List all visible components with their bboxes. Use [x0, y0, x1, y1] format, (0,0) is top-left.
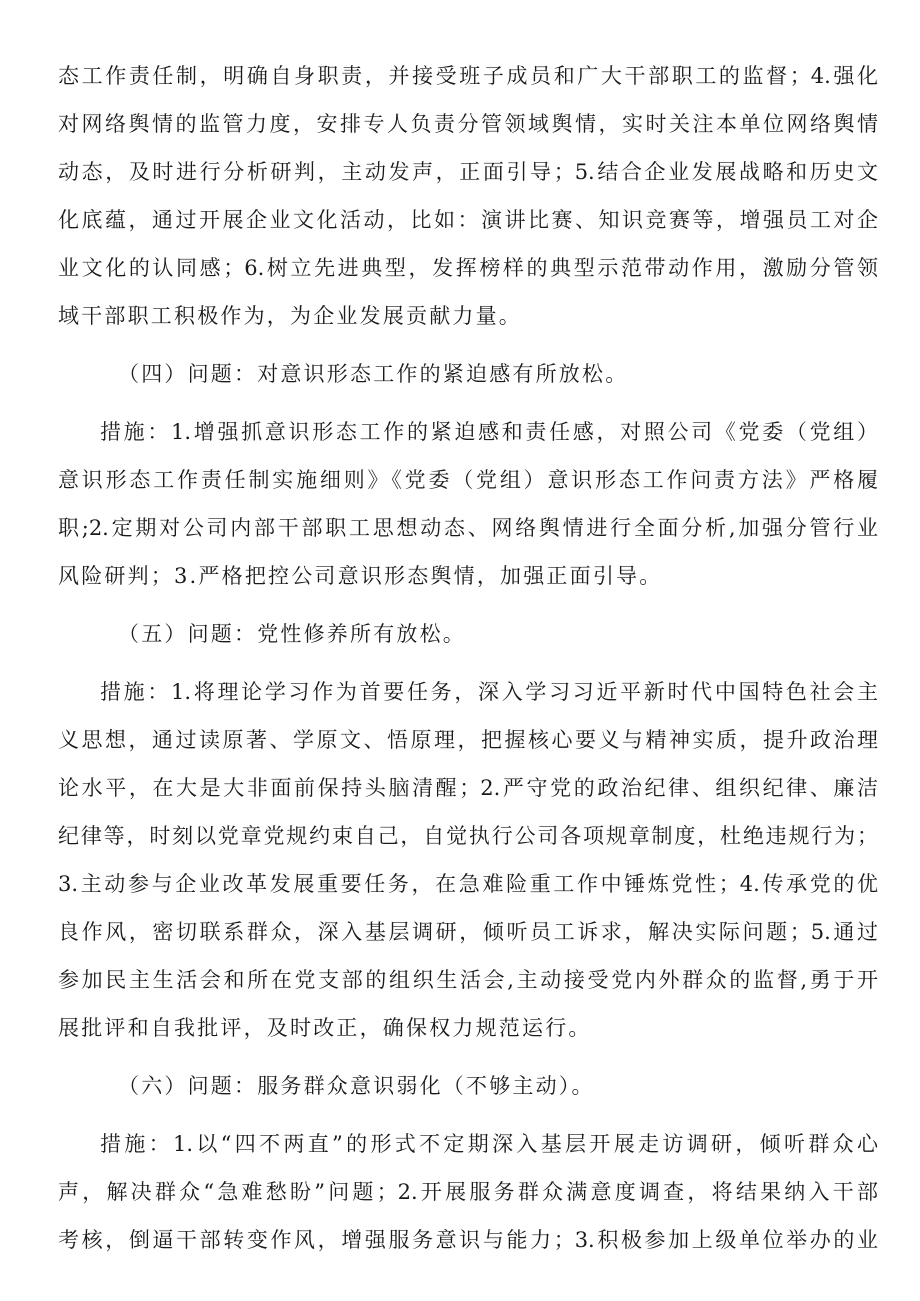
text-line: 声，解决群众“急难愁盼”问题；2.开展服务群众满意度调查，将结果纳入干部 [58, 1180, 878, 1204]
text-line: 业文化的认同感；6.树立先进典型，发挥榜样的典型示范带动作用，激励分管领 [58, 256, 878, 280]
text-line: 纪律等，时刻以党章党规约束自己，自觉执行公司各项规章制度，杜绝违规行为； [58, 824, 878, 848]
text-line: 对网络舆情的监管力度，安排专人负责分管领域舆情，实时关注本单位网络舆情 [58, 112, 878, 136]
paragraph-measures-4 [58, 408, 878, 600]
section-heading-5: （五）问题：党性修养所有放松。 [118, 622, 466, 646]
paragraph-measures-6 [58, 1120, 878, 1264]
text-line: 考核，倒逼干部转变作风，增强服务意识与能力；3.积极参加上级单位举办的业 [58, 1228, 878, 1252]
text-line: 动态，及时进行分析研判，主动发声，正面引导；5.结合企业发展战略和历史文 [58, 160, 878, 184]
text-line: 职;2.定期对公司内部干部职工思想动态、网络舆情进行全面分析,加强分管行业 [58, 516, 878, 540]
paragraph-continuation [58, 52, 878, 340]
text-line: 域干部职工积极作为，为企业发展贡献力量。 [58, 304, 522, 328]
text-line: 措施：1.增强抓意识形态工作的紧迫感和责任感，对照公司《党委（党组） [100, 420, 878, 444]
section-heading-6: （六）问题：服务群众意识弱化（不够主动）。 [118, 1074, 595, 1098]
text-line: 良作风，密切联系群众，深入基层调研，倾听员工诉求，解决实际问题；5.通过 [58, 920, 878, 944]
text-line: 义思想，通过读原著、学原文、悟原理，把握核心要义与精神实质，提升政治理 [58, 728, 878, 752]
text-line: 化底蕴，通过开展企业文化活动，比如：演讲比赛、知识竞赛等，增强员工对企 [58, 208, 878, 232]
text-line: 态工作责任制，明确自身职责，并接受班子成员和广大干部职工的监督；4.强化 [58, 64, 878, 88]
text-line: 参加民主生活会和所在党支部的组织生活会,主动接受党内外群众的监督,勇于开 [58, 968, 878, 992]
text-line: 论水平，在大是大非面前保持头脑清醒；2.严守党的政治纪律、组织纪律、廉洁 [58, 776, 878, 800]
document-page [58, 52, 878, 1264]
text-line: 措施：1.将理论学习作为首要任务，深入学习习近平新时代中国特色社会主 [100, 680, 878, 704]
text-line: 意识形态工作责任制实施细则》《党委（党组）意识形态工作问责方法》严格履 [58, 468, 878, 492]
section-heading-4: （四）问题：对意识形态工作的紧迫感有所放松。 [118, 362, 629, 386]
text-line: 展批评和自我批评，及时改正，确保权力规范运行。 [58, 1016, 592, 1040]
paragraph-measures-5 [58, 668, 878, 1052]
text-line: 3.主动参与企业改革发展重要任务，在急难险重工作中锤炼党性；4.传承党的优 [58, 872, 878, 896]
text-line: 措施：1.以“四不两直”的形式不定期深入基层开展走访调研，倾听群众心 [100, 1132, 878, 1156]
text-line: 风险研判；3.严格把控公司意识形态舆情，加强正面引导。 [58, 564, 663, 588]
